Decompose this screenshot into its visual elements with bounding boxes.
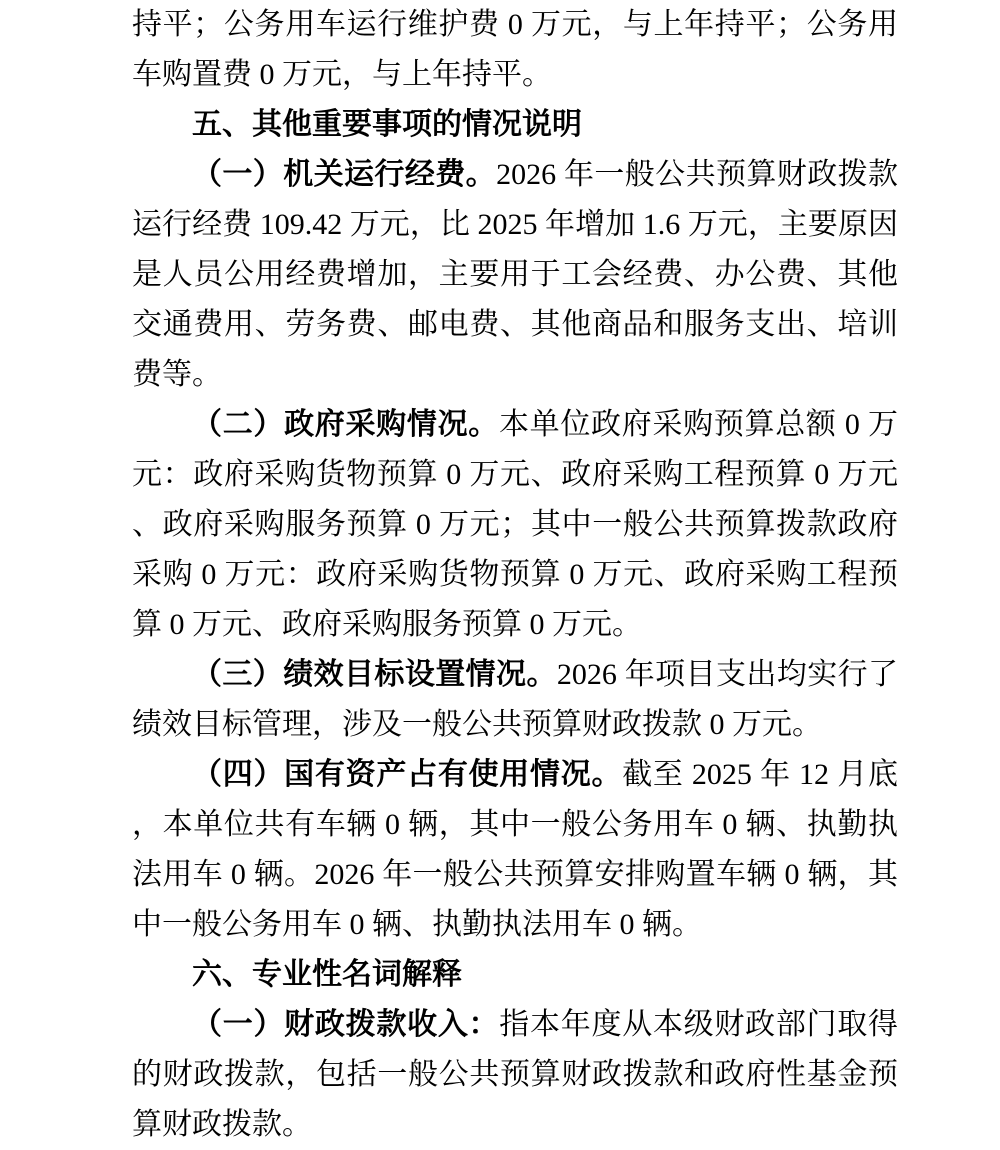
paragraph-lead: （二）政府采购情况。 [192, 408, 499, 441]
heading-section-five-other-important-matters: 五、其他重要事项的情况说明 [192, 108, 582, 141]
paragraph-text: 截至 2025 年 12 月底，本单位共有车辆 0 辆，其中一般公务用车 0 辆、执勤执法用车 0 辆。2026 年一般公共预算安排购置车辆 0 辆，其中一般公务用车 0 辆、执勤执法用车 0 辆。 [132, 758, 899, 941]
paragraph-official-car-expenses [132, 0, 898, 100]
paragraph-fiscal-appropriation-income-definition [132, 1000, 898, 1150]
paragraph-lead: （三）绩效目标设置情况。 [192, 658, 557, 691]
paragraph-lead: （四）国有资产占有使用情况。 [192, 758, 623, 791]
paragraph-text: 指本年度从本级财政部门取得的财政拨款，包括一般公共预算财政拨款和政府性基金预算财政拨款。 [132, 1008, 899, 1141]
paragraph-lead: （一）财政拨款收入： [192, 1008, 500, 1041]
paragraph-text: 2026 年项目支出均实行了绩效目标管理，涉及一般公共预算财政拨款 0 万元。 [132, 658, 899, 741]
paragraph-text: 2026 年一般公共预算财政拨款运行经费 109.42 万元，比 2025 年增加 1.6 万元，主要原因是人员公用经费增加，主要用于工会经费、办公费、其他交通费用、劳务费、邮电费、其他商品和服务支出、培训费等。 [132, 158, 899, 391]
paragraph-text: 持平；公务用车运行维护费 0 万元，与上年持平；公务用车购置费 0 万元，与上年持平。 [132, 8, 898, 91]
paragraph-state-owned-assets [132, 750, 898, 950]
heading-section-six-terminology: 六、专业性名词解释 [192, 958, 462, 991]
paragraph-agency-operating-funds [132, 150, 898, 400]
paragraph-performance-targets [132, 650, 898, 750]
paragraph-government-procurement [132, 400, 898, 650]
paragraph-text: 本单位政府采购预算总额 0 万元：政府采购货物预算 0 万元、政府采购工程预算 0 万元、政府采购服务预算 0 万元；其中一般公共预算拨款政府采购 0 万元：政府采购货物预算 0 万元、政府采购工程预算 0 万元、政府采购服务预算 0 万元。 [132, 408, 899, 641]
paragraph-lead: （一）机关运行经费。 [192, 158, 497, 191]
